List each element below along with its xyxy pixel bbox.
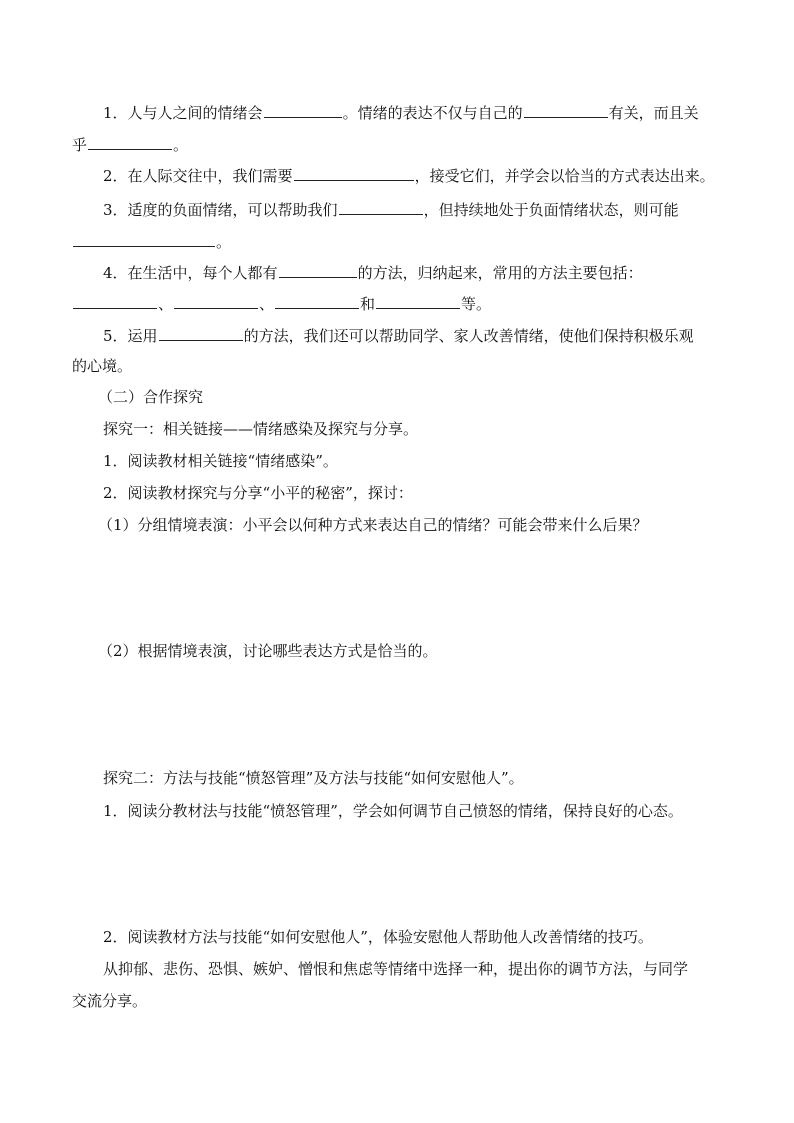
q2-number: 2． xyxy=(103,167,128,185)
q1-number: 1． xyxy=(103,104,128,122)
q4-blank-3[interactable] xyxy=(174,292,258,309)
q4-end: 等。 xyxy=(461,295,492,313)
q1-text-2: 。情绪的表达不仅与自己的 xyxy=(342,104,523,122)
explore1-item-2: 2．阅读教材探究与分享“小平的秘密”，探讨： xyxy=(103,484,413,502)
q3-line2 xyxy=(72,230,231,253)
q3-text-2: ，但持续地处于负面情绪状态，则可能 xyxy=(423,201,679,219)
explore2-task-line-2: 交流分享。 xyxy=(72,992,148,1010)
q3-number: 3． xyxy=(103,201,128,219)
q2-blank-1[interactable] xyxy=(294,164,414,181)
q2-line1 xyxy=(103,164,715,187)
q5-blank-1[interactable] xyxy=(159,324,243,341)
explore1-sub-1: （1）分组情境表演：小平会以何种方式来表达自己的情绪？可能会带来什么后果？ xyxy=(98,516,648,534)
explore1-item-1: 1．阅读教材相关链接“情绪感染”。 xyxy=(103,452,338,470)
q3-text-1: 适度的负面情绪，可以帮助我们 xyxy=(127,201,338,219)
q5-text-1: 运用 xyxy=(127,327,158,345)
q5-line1 xyxy=(103,324,694,347)
explore2-heading: 探究二：方法与技能“愤怒管理”及方法与技能“如何安慰他人”。 xyxy=(103,769,524,787)
explore2-item-1: 1．阅读分教材法与技能“愤怒管理”，学会如何调节自己愤怒的情绪，保持良好的心态。 xyxy=(103,802,683,820)
q1-blank-1[interactable] xyxy=(264,101,342,118)
q3-blank-1[interactable] xyxy=(339,198,423,215)
q1-blank-3[interactable] xyxy=(88,133,172,150)
q1-text-5: 。 xyxy=(173,136,189,154)
explore2-task-line-1: 从抑郁、悲伤、恐惧、嫉妒、憎恨和焦虑等情绪中选择一种，提出你的调节方法，与同学 xyxy=(103,960,689,978)
q1-text-3: 有关，而且关 xyxy=(608,104,699,122)
q2-text-1: 在人际交往中，我们需要 xyxy=(127,167,293,185)
q1-blank-2[interactable] xyxy=(524,101,608,118)
q4-line2 xyxy=(72,292,491,315)
q4-blank-5[interactable] xyxy=(376,292,460,309)
q4-blank-4[interactable] xyxy=(275,292,359,309)
explore1-sub-2: （2）根据情境表演，讨论哪些表达方式是恰当的。 xyxy=(98,642,438,660)
q4-blank-1[interactable] xyxy=(279,261,357,278)
explore1-heading: 探究一：相关链接——情绪感染及探究与分享。 xyxy=(103,420,419,438)
q4-blank-2[interactable] xyxy=(73,292,157,309)
q5-line2 xyxy=(72,355,132,377)
section-title: （二）合作探究 xyxy=(98,388,204,406)
q3-line1 xyxy=(103,198,679,221)
q1-text-4: 乎 xyxy=(72,136,88,154)
q4-and: 和 xyxy=(360,295,376,313)
q4-text-1: 在生活中，每个人都有 xyxy=(127,264,278,282)
q2-text-2: ，接受它们，并学会以恰当的方式表达出来。 xyxy=(414,167,715,185)
q1-line1 xyxy=(103,101,699,124)
explore2-item-2: 2．阅读教材方法与技能“如何安慰他人”，体验安慰他人帮助他人改善情绪的技巧。 xyxy=(103,928,653,946)
q3-text-3: 。 xyxy=(216,233,232,251)
q5-text-3: 的心境。 xyxy=(72,357,133,375)
q4-line1 xyxy=(103,261,643,284)
q4-sep-2: 、 xyxy=(259,295,275,313)
q5-text-2: 的方法，我们还可以帮助同学、家人改善情绪，使他们保持积极乐观 xyxy=(243,327,694,345)
q3-blank-2[interactable] xyxy=(73,230,215,247)
q1-text-1: 人与人之间的情绪会 xyxy=(127,104,263,122)
q1-line2 xyxy=(72,133,188,156)
q4-text-2: 的方法，归纳起来，常用的方法主要包括： xyxy=(357,264,643,282)
q4-sep-1: 、 xyxy=(158,295,174,313)
q4-number: 4． xyxy=(103,264,128,282)
q5-number: 5． xyxy=(103,327,128,345)
